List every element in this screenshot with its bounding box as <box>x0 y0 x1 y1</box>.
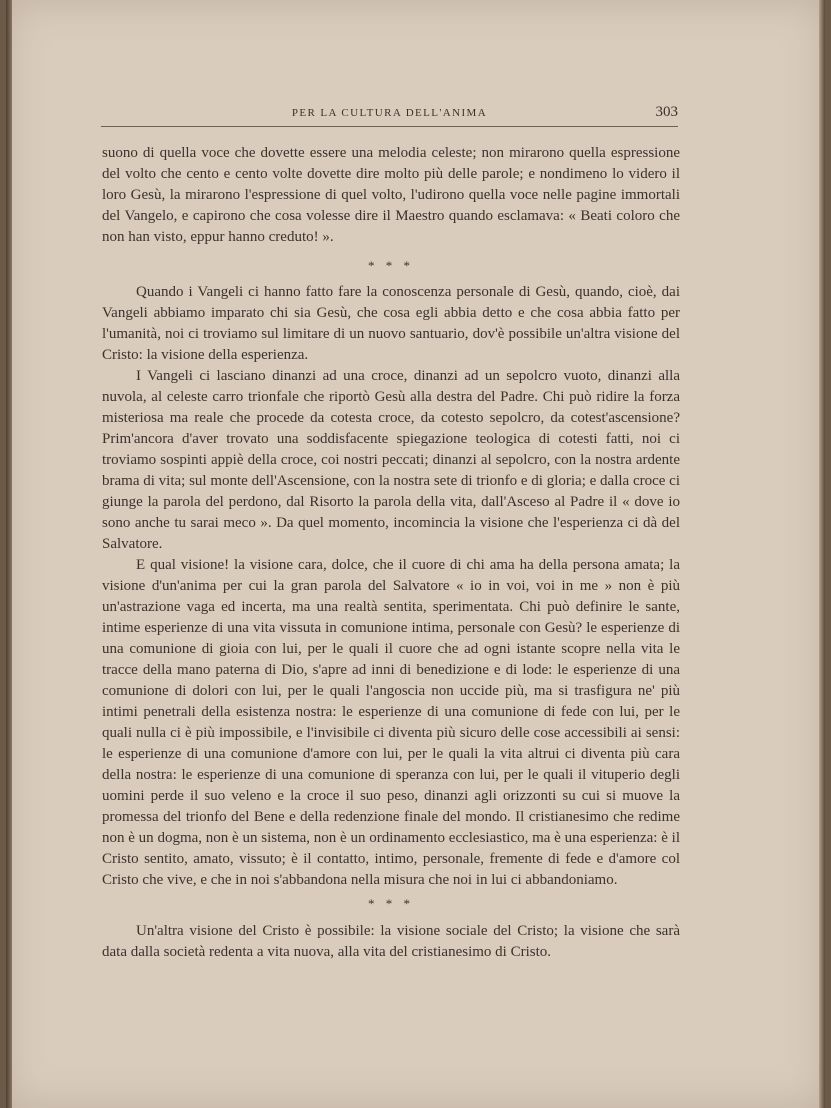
running-head-title: PER LA CULTURA DELL'ANIMA <box>291 107 488 119</box>
page-edge-left <box>6 0 12 1108</box>
paragraph: Quando i Vangeli ci hanno fatto fare la conoscenza personale di Gesù, quando, cioè, dai Vangeli abbiamo imparato chi sia Gesù, che cosa egli abbia detto e che cosa abbia fatto per l'umanità, noi ci troviamo sul limitare di un nuovo santuario, dov'è possibile un'altra visione del Cristo: la visione della esperienza. <box>102 284 680 363</box>
section-separator: * * * <box>368 258 414 273</box>
paragraph: I Vangeli ci lasciano dinanzi ad una croce, dinanzi ad un sepolcro vuoto, dinanzi alla nuvola, al celeste carro trionfale che riportò Gesù alla destra del Padre. Chi può ridire la forza misteriosa ma reale che procede da cotesta croce, da cotesto sepolcro, da cotest'ascensione? Prim'ancora d'aver trovato una soddisfacente spiegazione teologica di cotesti fatti, noi ci troviamo sospinti appiè della croce, coi nostri peccati; dinanzi al sepolcro, con la nostra ardente brama di vita; sul monte dell'Ascensione, con la nostra sete di trionfo e di gloria; e dalla croce ci giunge la parola del perdono, dal Risorto la parola della vita, dall'Asceso al Padre il « dove io sono anche tu sarai meco ». Da quel momento, incomincia la visione che l'esperienza ci dà del Salvatore. <box>102 368 680 552</box>
paragraph: Un'altra visione del Cristo è possibile: la visione sociale del Cristo; la visione che sarà data dalla società redenta a vita nuova, alla vita del cristianesimo di Cristo. <box>102 923 680 960</box>
paragraph: E qual visione! la visione cara, dolce, che il cuore di chi ama ha della persona amata; la visione d'un'anima per cui la gran parola del Salvatore « io in voi, voi in me » non è più un'astrazione vaga ed incerta, ma una realtà sentita, sperimentata. Chi può definire le sante, intime esperienze di una vita vissuta in comunione intima, personale con Gesù? le esperienze di una comunione di gioia con lui, per le quali il cuore che ad ogni istante scopre nella vita le tracce della mano paterna di Dio, s'apre ad inni di benedizione e di lode: le esperienze di una comunione di dolori con lui, per le quali l'angoscia non uccide più, ma si trasfigura ne' più intimi penetrali della esistenza nostra: le esperienze di una comunione di fede con lui, per le quali nulla ci è più impossibile, e l'invisibile ci diventa più sicuro delle cose accessibili ai sensi: le esperienze di una comunione d'amore con lui, per le quali la vita altrui ci diventa più cara della nostra: le esperienze di una comunione di speranza con lui, per le quali il vituperio degli uomini perde il suo veleno e la croce il suo peso, dinanzi agli orizzonti su cui si muove la promessa del trionfo del Bene e della redenzione finale del mondo. Il cristianesimo che redime non è un dogma, non è un sistema, non è un ordinamento ecclesiastico, ma è una esperienza: è il Cristo sentito, amato, vissuto; è il contatto, intimo, personale, fremente di fede e d'amore col Cristo che vive, e che in noi s'abbandona nella misura che noi in lui ci abbandoniamo. <box>102 557 680 888</box>
running-head <box>101 104 678 127</box>
paragraph-continued: suono di quella voce che dovette essere una melodia celeste; non mirarono quella espressione del volto che cento e cento volte dovette dire molto più delle parole; e nondimeno lo videro il loro Gesù, la mirarono l'espressione di quel volto, l'udirono quella voce nelle pagine immortali del Vangelo, e capirono che cosa volesse dire il Maestro quando esclamava: « Beati coloro che non han visto, eppur hanno creduto! ». <box>102 145 680 245</box>
page-number: 303 <box>655 104 678 120</box>
page-edge-right <box>819 0 825 1108</box>
section-separator: * * * <box>368 896 414 911</box>
book-page <box>6 0 825 1108</box>
body-text <box>102 143 680 963</box>
